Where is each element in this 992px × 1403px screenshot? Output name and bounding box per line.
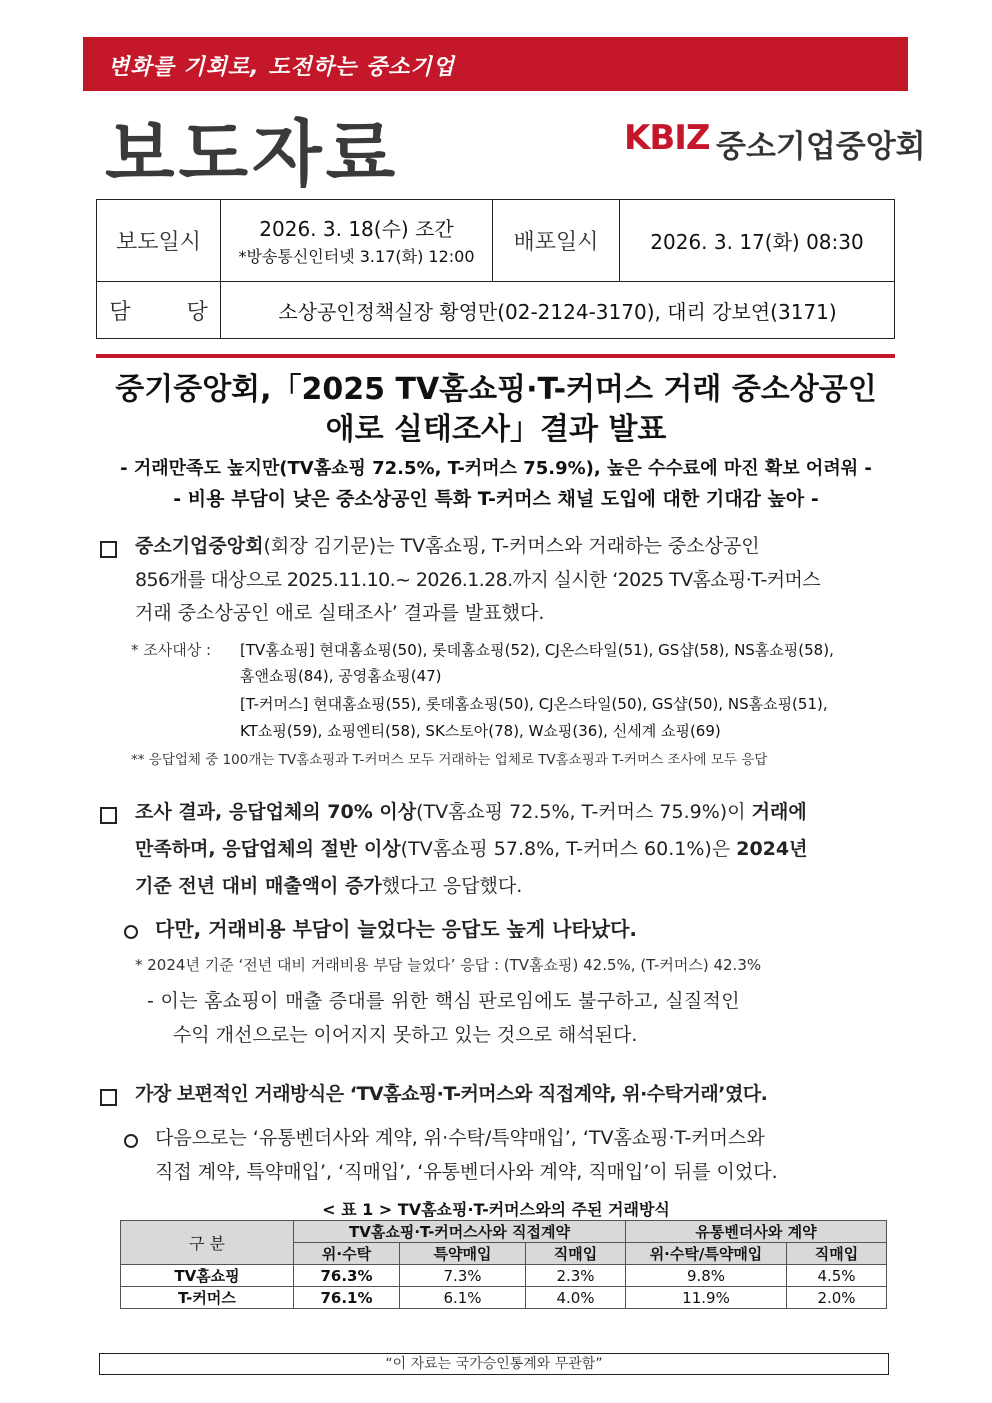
kbiz-logo: KBIZ: [624, 118, 710, 158]
survey-target-label: * 조사대상 :: [131, 641, 212, 659]
circle-bullet-icon: [124, 1134, 138, 1148]
survey-target-tv-2: 홈앤쇼핑(84), 공영홈쇼핑(47): [240, 667, 442, 685]
table-row-label: TV홈쇼핑: [121, 1265, 294, 1287]
checkbox-bullet-icon: [100, 541, 117, 558]
sec3-detail-1: 다음으로는 ‘유통벤더사와 계약, 위·수탁/특약매입’, ‘TV홈쇼핑·T-커머스와: [155, 1127, 765, 1149]
table-cell: 4.5%: [787, 1265, 887, 1287]
release-info-table: [96, 199, 895, 339]
survey-note: ** 응답업체 중 100개는 TV홈쇼핑과 T-커머스 모두 거래하는 업체로 TV홈쇼핑과 T-커머스 조사에 모두 응답: [131, 752, 768, 768]
survey-target-tv-1: [TV홈쇼핑] 현대홈쇼핑(50), 롯데홈쇼핑(52), CJ온스타일(51), GS샵(58), NS홈쇼핑(58),: [240, 641, 834, 659]
table-col-header: 직매입: [787, 1243, 887, 1265]
table-group-direct: TV홈쇼핑·T-커머스사와 직접계약: [294, 1221, 626, 1243]
table-col-header: 직매입: [526, 1243, 626, 1265]
sec2-interpret-2: 수익 개선으로는 이어지지 못하고 있는 것으로 해석된다.: [173, 1024, 638, 1046]
survey-target-tc-1: [T-커머스] 현대홈쇼핑(55), 롯데홈쇼핑(50), CJ온스타일(50), GS샵(50), NS홈쇼핑(51),: [240, 695, 828, 713]
sec1-line1: 중소기업중앙회(회장 김기문)는 TV홈쇼핑, T-커머스와 거래하는 중소상공인: [135, 535, 760, 557]
sec2-cost-burden: 다만, 거래비용 부담이 늘었다는 응답도 높게 나타났다.: [155, 917, 638, 941]
table-cell: 6.1%: [400, 1287, 526, 1309]
dist-date: 2026. 3. 17(화) 08:30: [620, 200, 895, 282]
table-row-label: T-커머스: [121, 1287, 294, 1309]
footer-disclaimer: “이 자료는 국가승인통계와 무관함”: [99, 1353, 889, 1375]
table-cell: 7.3%: [400, 1265, 526, 1287]
trade-method-table: [120, 1220, 887, 1309]
sec1-line3: 거래 중소상공인 애로 실태조사’ 결과를 발표했다.: [135, 602, 545, 624]
release-cell: [221, 200, 493, 282]
table-row: [121, 1265, 887, 1287]
headline-line1: 중기중앙회,「2025 TV홈쇼핑·T-커머스 거래 중소상공인: [115, 372, 877, 407]
table-cell: 76.1%: [294, 1287, 400, 1309]
release-note: *방송통신인터넷 3.17(화) 12:00: [238, 247, 475, 266]
sec2-interpret-1: - 이는 홈쇼핑이 매출 증대를 위한 핵심 판로임에도 불구하고, 실질적인: [147, 990, 740, 1012]
contact-label: 담 당: [97, 282, 221, 339]
table-cell: 4.0%: [526, 1287, 626, 1309]
sec2-line2: 만족하며, 응답업체의 절반 이상(TV홈쇼핑 57.8%, T-커머스 60.1%)은 2024년: [135, 838, 808, 860]
survey-target-tc-2: KT쇼핑(59), 쇼핑엔티(58), SK스토아(78), W쇼핑(36), 신세계 쇼핑(69): [240, 722, 721, 740]
table-cell: 9.8%: [626, 1265, 787, 1287]
sec2-line1: 조사 결과, 응답업체의 70% 이상(TV홈쇼핑 72.5%, T-커머스 75.9%)이 거래에: [135, 801, 807, 823]
slogan: 변화를 기회로, 도전하는 중소기업: [108, 55, 455, 80]
subheadline-1: - 거래만족도 높지만(TV홈쇼핑 72.5%, T-커머스 75.9%), 높은 수수료에 마진 확보 어려워 -: [120, 458, 872, 479]
release-label: 보도일시: [97, 200, 221, 282]
table-cell: 76.3%: [294, 1265, 400, 1287]
sec2-line3: 기준 전년 대비 매출액이 증가했다고 응답했다.: [135, 875, 523, 897]
sec2-cost-note: * 2024년 기준 ‘전년 대비 거래비용 부담 늘었다’ 응답 : (TV홈쇼핑) 42.5%, (T-커머스) 42.3%: [135, 956, 762, 974]
release-date: 2026. 3. 18(수) 조간: [259, 217, 454, 241]
headline-line2: 애로 실태조사」결과 발표: [325, 412, 667, 447]
table-cell: 2.0%: [787, 1287, 887, 1309]
table-group-vendor: 유통벤더사와 계약: [626, 1221, 887, 1243]
checkbox-bullet-icon: [100, 807, 117, 824]
table-col-header: 특약매입: [400, 1243, 526, 1265]
table-col-header: 위·수탁/특약매입: [626, 1243, 787, 1265]
sec1-line2: 856개를 대상으로 2025.11.10.~ 2026.1.28.까지 실시한 ‘2025 TV홈쇼핑·T-커머스: [135, 569, 820, 591]
contact-info: 소상공인정책실장 황영만(02-2124-3170), 대리 강보연(3171): [221, 282, 895, 339]
dist-label: 배포일시: [493, 200, 620, 282]
table-row: [121, 1287, 887, 1309]
subheadline-2: - 비용 부담이 낮은 중소상공인 특화 T-커머스 채널 도입에 대한 기대감 높아 -: [173, 488, 819, 510]
table-caption: < 표 1 > TV홈쇼핑·T-커머스와의 주된 거래방식: [322, 1200, 670, 1219]
divider-line: [96, 354, 895, 358]
sec3-detail-2: 직접 계약, 특약매입’, ‘직매입’, ‘유통벤더사와 계약, 직매입’이 뒤를 이었다.: [155, 1161, 778, 1183]
checkbox-bullet-icon: [100, 1089, 117, 1106]
circle-bullet-icon: [124, 925, 138, 939]
doc-type-title: 보도자료: [105, 112, 400, 196]
table-corner: 구 분: [121, 1221, 294, 1265]
table-cell: 11.9%: [626, 1287, 787, 1309]
org-name: 중소기업중앙회: [716, 129, 926, 165]
sec3-main: 가장 보편적인 거래방식은 ‘TV홈쇼핑·T-커머스와 직접계약, 위·수탁거래’였다.: [135, 1083, 768, 1105]
table-col-header: 위·수탁: [294, 1243, 400, 1265]
table-cell: 2.3%: [526, 1265, 626, 1287]
